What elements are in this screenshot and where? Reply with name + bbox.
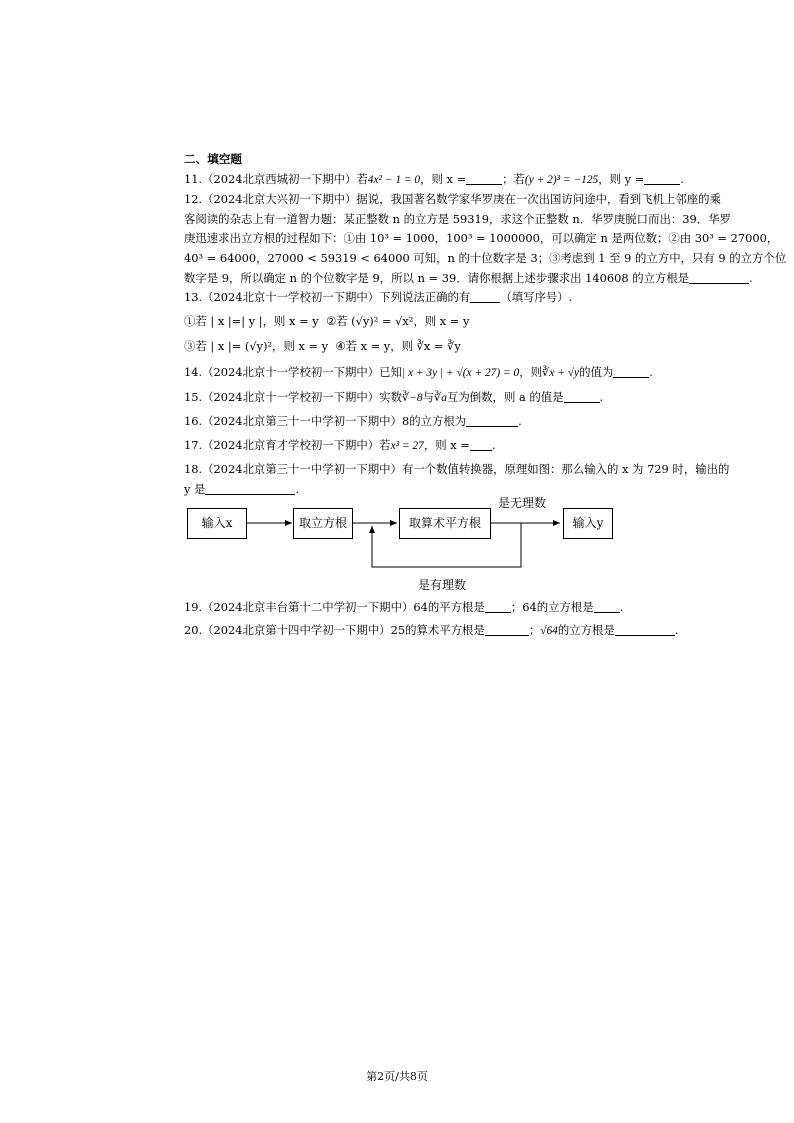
q15-prefix: 15.（2024北京十一学校初一下期中）实数 [184, 389, 402, 404]
q14-end: . [649, 364, 653, 379]
q19-answer-blank-1[interactable] [485, 600, 511, 613]
q12-line-5: 数字是 9，所以确定 n 的个位数字是 9，所以 n = 39．请你根据上述步骤求出 140608 的立方根是 [184, 270, 690, 285]
page-number: 第2页/共8页 [366, 1070, 428, 1083]
q18-end: . [295, 481, 300, 496]
q17-equation: x³ = 27 [390, 439, 424, 452]
question-15 [184, 388, 758, 409]
q11-then-y: ，则 y = [598, 171, 645, 186]
number-converter-diagram [184, 495, 758, 592]
box-sqrt: 取算术平方根 [399, 508, 491, 539]
q15-number-b: ∛a [434, 391, 447, 404]
q20-answer-blank-2[interactable] [615, 623, 675, 636]
box-cube-root: 取立方根 [293, 508, 353, 539]
q20-mid: ； [528, 623, 541, 638]
question-16 [184, 412, 758, 432]
q12-end: . [749, 270, 753, 285]
question-20 [184, 621, 758, 642]
q14-answer-blank[interactable] [613, 365, 649, 378]
question-11 [184, 170, 758, 191]
q11-equation-1: 4x² − 1 = 0 [367, 173, 421, 186]
q20-end: . [674, 623, 679, 638]
q11-answer-blank-x[interactable] [466, 172, 502, 185]
q13-option-3: ③若 | x |= (√y)²，则 x = y [184, 339, 329, 354]
q11-end: . [680, 171, 684, 186]
q12-line-2: 客阅读的杂志上有一道智力题：某正整数 n 的立方是 59319，求这个正整数 n．华罗庚脱口而出：39．华罗 [184, 211, 731, 226]
q15-answer-blank[interactable] [564, 390, 600, 403]
question-12 [184, 190, 787, 288]
q14-suffix: 的值为 [579, 364, 614, 379]
question-sheet [184, 150, 787, 642]
q19-prefix: 19.（2024北京丰台第十二中学初一下期中）64的平方根是 [184, 599, 485, 614]
q13-stem: 13.（2024北京十一学校初一下期中）下列说法正确的有 [184, 290, 471, 305]
q14-prefix: 14.（2024北京十一学校初一下期中）已知 [184, 364, 402, 379]
q13-option-2: ②若 (√y)² = √x²，则 x = y [325, 313, 470, 328]
q11-then-x: ，则 x = [420, 171, 467, 186]
q13-option-1: ①若 | x |=| y |，则 x = y [184, 313, 319, 328]
question-17 [184, 436, 758, 457]
q20-suffix: 的立方根是 [557, 623, 615, 638]
q15-end: . [599, 389, 604, 404]
q17-prefix: 17.（2024北京育才学校初一下期中）若 [184, 437, 391, 452]
q14-equation: | x + 3y | + √(x + 27) = 0 [401, 366, 520, 379]
q18-line-1: 18.（2024北京第三十一中学初一下期中）有一个数值转换器，原理如图：那么输入的 x 为 729 时，输出的 [184, 462, 730, 477]
question-18 [184, 460, 758, 592]
question-14 [184, 363, 758, 384]
q18-answer-blank[interactable] [205, 482, 295, 495]
q17-mid: ，则 x = [423, 437, 470, 452]
question-19 [184, 598, 758, 618]
q19-end: . [619, 599, 624, 614]
q19-mid: ；64的立方根是 [510, 599, 594, 614]
box-output-y: 输入y [563, 508, 613, 539]
q17-answer-blank[interactable] [470, 438, 492, 451]
q12-line-3: 庚迅速求出立方根的过程如下：①由 10³ = 1000，100³ = 1000000，可以确定 n 是两位数；②由 30³ = 27000， [184, 231, 779, 246]
q15-number-a: ∛−8 [401, 391, 423, 404]
q19-answer-blank-2[interactable] [594, 600, 620, 613]
q13-option-4: ④若 x = y，则 ∛x = ∛y [335, 339, 461, 354]
q17-end: . [491, 437, 496, 452]
q13-answer-blank[interactable] [470, 290, 500, 303]
q20-expression: √64 [540, 625, 558, 638]
label-rational: 是有理数 [418, 577, 467, 592]
q20-answer-blank-1[interactable] [485, 623, 529, 636]
q18-line-2: y 是 [184, 481, 206, 496]
q20-prefix: 20.（2024北京第十四中学初一下期中）25的算术平方根是 [184, 623, 485, 638]
q15-mid: 与 [422, 389, 435, 404]
q11-equation-2: (y + 2)³ = −125 [524, 173, 599, 186]
q11-mid: ；若 [502, 171, 525, 186]
question-13 [184, 288, 758, 357]
q14-mid: ，则 [519, 364, 543, 379]
box-input-x: 输入x [187, 508, 247, 539]
section-title: 二、填空题 [184, 152, 242, 166]
q11-prefix: 11.（2024北京西城初一下期中）若 [184, 171, 368, 186]
q16-text: 16.（2024北京第三十一中学初一下期中）8的立方根为 [184, 414, 467, 429]
q12-line-4: 40³ = 64000，27000 < 59319 < 64000 可知，n 的十位数字是 3；③考虑到 1 至 9 的立方中，只有 9 的立方个位 [184, 250, 787, 265]
q16-answer-blank[interactable] [466, 414, 518, 427]
q13-stem-end: （填写序号）. [500, 290, 573, 305]
q15-suffix: 互为倒数，则 a 的值是 [446, 389, 564, 404]
q11-answer-blank-y[interactable] [644, 172, 680, 185]
q16-end: . [518, 414, 522, 429]
label-irrational: 是无理数 [498, 495, 547, 510]
q14-expression: ∛x + √y [542, 366, 580, 379]
q12-line-1: 12.（2024北京大兴初一下期中）据说，我国著名数学家华罗庚在一次出国访问途中，看到飞机上邻座的乘 [184, 192, 721, 207]
q12-answer-blank[interactable] [689, 271, 749, 284]
